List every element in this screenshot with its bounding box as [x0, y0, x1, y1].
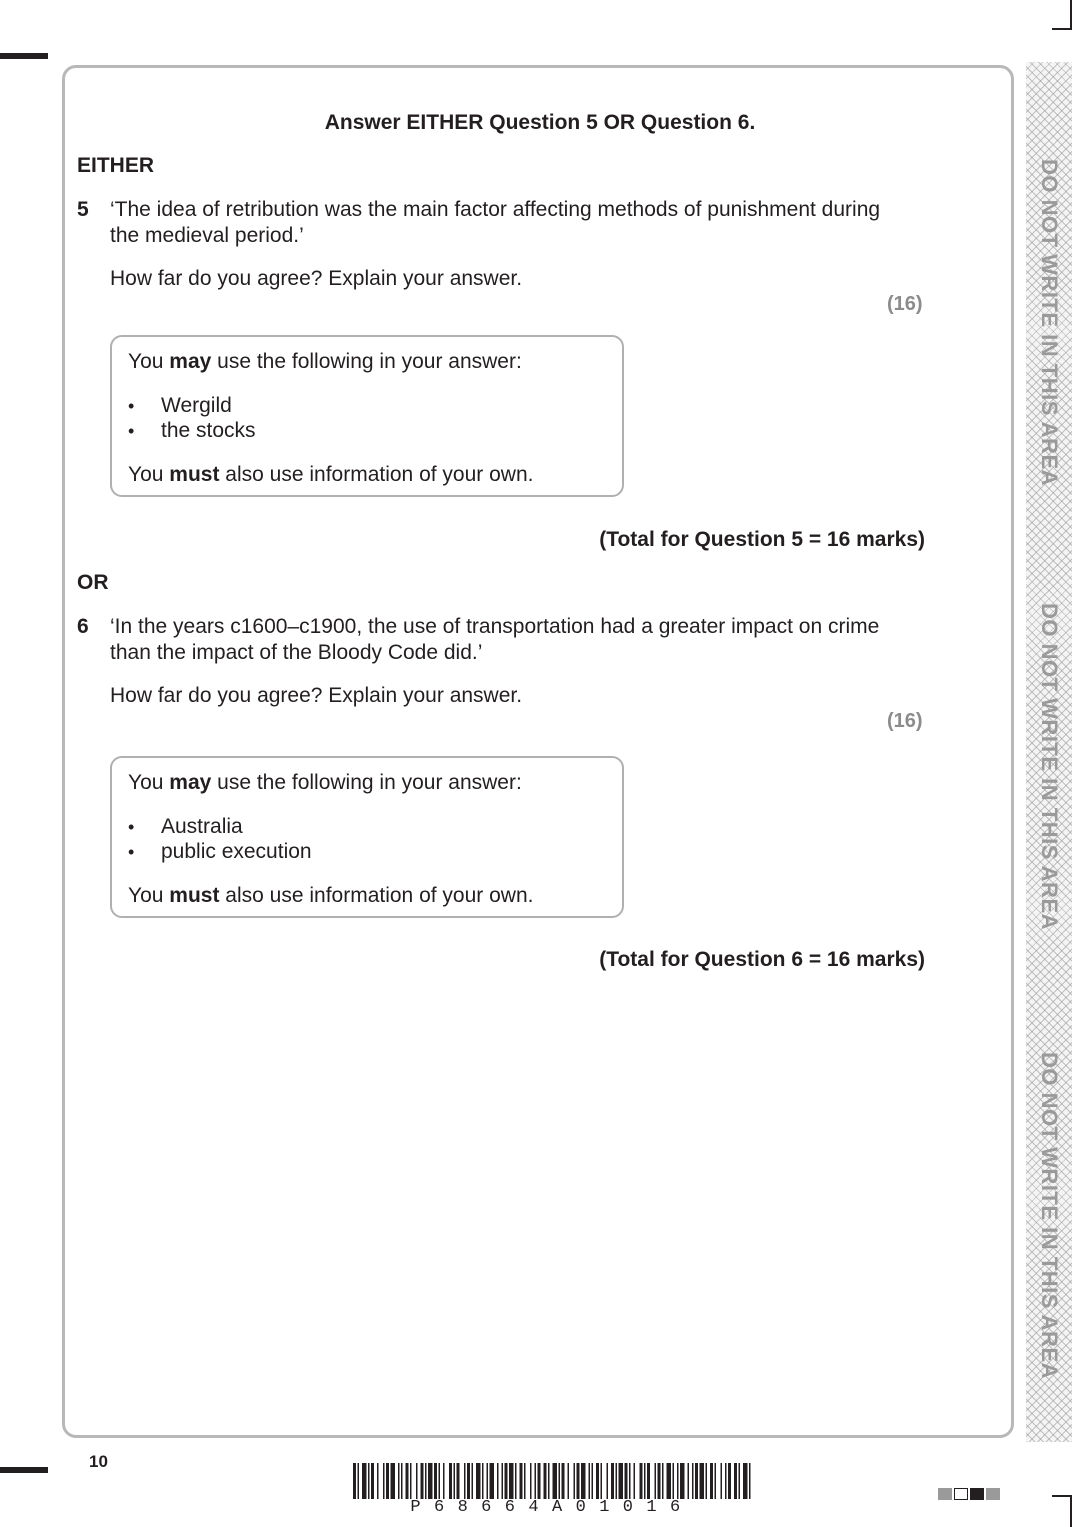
barcode-bar [625, 1463, 628, 1499]
barcode-bar [553, 1463, 558, 1499]
barcode-bar [520, 1463, 523, 1499]
q6-marks: (16) [887, 710, 923, 732]
barcode-bar [416, 1463, 418, 1499]
barcode-bar [464, 1463, 466, 1499]
crop-mark-top-right-v [1070, 0, 1072, 28]
barcode-bar [482, 1463, 484, 1499]
barcode-bar [398, 1463, 400, 1499]
crop-mark-bottom-right-v [1070, 1495, 1072, 1527]
q5-total: (Total for Question 5 = 16 marks) [599, 528, 925, 551]
barcode-bar [544, 1463, 547, 1499]
q5-bullet-item-2: the stocks [161, 419, 256, 442]
barcode-bar [524, 1463, 526, 1499]
barcode-bar [454, 1463, 456, 1499]
barcode-bar [574, 1463, 576, 1499]
barcode-bar [749, 1463, 751, 1499]
barcode-bar [487, 1463, 489, 1499]
q5-prompt: How far do you agree? Explain your answer. [110, 267, 523, 290]
barcode-bar [715, 1463, 717, 1499]
barcode-bar [667, 1463, 672, 1499]
or-label: OR [77, 571, 109, 594]
q6-quote-line2: than the impact of the Bloody Code did.’ [110, 641, 483, 664]
barcode-bar [391, 1463, 396, 1499]
barcode-bar [721, 1463, 723, 1499]
barcode-bar [559, 1463, 561, 1499]
q6-bullet-item-1: Australia [161, 815, 243, 838]
barcode-bar [425, 1463, 427, 1499]
square-grey-2 [986, 1488, 1000, 1500]
barcode-bar [589, 1463, 591, 1499]
crop-mark-bottom-left [0, 1467, 48, 1473]
barcode-bar [434, 1463, 437, 1499]
barcode-bar [449, 1463, 452, 1499]
barcode-bar [406, 1463, 409, 1499]
q5-bullet-icon-2: • [128, 421, 135, 441]
barcode-bar [601, 1463, 603, 1499]
barcode-bar [538, 1463, 541, 1499]
registration-squares [938, 1488, 1000, 1500]
barcode-bar [476, 1463, 481, 1499]
barcode-bar [700, 1463, 705, 1499]
barcode-bar [680, 1463, 685, 1499]
barcode-bar [688, 1463, 690, 1499]
q5-number: 5 [77, 198, 89, 221]
barcode-bar [616, 1463, 618, 1499]
q5-bullet-icon-1: • [128, 396, 135, 416]
barcode-bar [658, 1463, 661, 1499]
barcode-bar [377, 1463, 379, 1499]
barcode-bar [548, 1463, 550, 1499]
q6-bullet-icon-1: • [128, 817, 135, 837]
q5-marks: (16) [887, 293, 923, 315]
q6-total: (Total for Question 6 = 16 marks) [599, 948, 925, 971]
barcode-bar [443, 1463, 445, 1499]
barcode-bar [358, 1463, 360, 1499]
barcode-bar [368, 1463, 370, 1499]
barcode-bar [490, 1463, 495, 1499]
q6-hint-line2: You must also use information of your own. [128, 884, 534, 907]
q6-number: 6 [77, 615, 89, 638]
barcode-bar [577, 1463, 580, 1499]
q6-bullet-icon-2: • [128, 842, 135, 862]
barcode-bar [562, 1463, 565, 1499]
barcode-bar [472, 1463, 474, 1499]
barcode-bar [592, 1463, 594, 1499]
crop-mark-top-left [0, 53, 48, 59]
barcode-digits: P68664A01016 [410, 1498, 694, 1517]
barcode-bar [619, 1463, 624, 1499]
barcode-bar [497, 1463, 499, 1499]
barcode-bar [629, 1463, 631, 1499]
barcode-bar [530, 1463, 532, 1499]
barcode-bar [725, 1463, 727, 1499]
barcode-bar [739, 1463, 741, 1499]
barcode-bar [502, 1463, 504, 1499]
q5-hint-line2: You must also use information of your own. [128, 463, 534, 486]
barcode-bar [457, 1463, 460, 1499]
barcode-bar [640, 1463, 643, 1499]
barcode-bar [568, 1463, 570, 1499]
page-number: 10 [89, 1452, 108, 1471]
barcode-bar [743, 1463, 748, 1499]
barcode-bar [515, 1463, 517, 1499]
barcode-bar [467, 1463, 470, 1499]
barcode-bar [611, 1463, 614, 1499]
barcode-bar [734, 1463, 737, 1499]
square-grey-1 [938, 1488, 952, 1500]
barcode-bar [505, 1463, 508, 1499]
barcode-bar [428, 1463, 433, 1499]
barcode-bar [634, 1463, 636, 1499]
q5-quote-line2: the medieval period.’ [110, 224, 304, 247]
side-label-2: DO NOT WRITE IN THIS AREA [1037, 603, 1062, 931]
barcode-bar [673, 1463, 675, 1499]
barcode [353, 1463, 751, 1499]
q6-hint-line1: You may use the following in your answer: [128, 771, 522, 794]
barcode-bar [353, 1463, 356, 1499]
barcode-bar [710, 1463, 713, 1499]
barcode-bar [401, 1463, 403, 1499]
side-label-1: DO NOT WRITE IN THIS AREA [1037, 159, 1062, 487]
square-white [954, 1488, 968, 1500]
either-label: EITHER [77, 154, 155, 177]
barcode-bar [362, 1463, 367, 1499]
barcode-bar [386, 1463, 389, 1499]
barcode-bar [535, 1463, 537, 1499]
crop-mark-bottom-right-h [1052, 1495, 1072, 1497]
barcode-bar [647, 1463, 650, 1499]
barcode-bar [410, 1463, 412, 1499]
square-black [970, 1488, 984, 1500]
q6-bullet-item-2: public execution [161, 840, 312, 863]
barcode-bar [509, 1463, 514, 1499]
barcode-bar [677, 1463, 679, 1499]
side-label-3: DO NOT WRITE IN THIS AREA [1037, 1052, 1062, 1380]
barcode-bar [728, 1463, 731, 1499]
crop-mark-top-right-h [1052, 28, 1072, 30]
barcode-bar [383, 1463, 385, 1499]
q5-quote-line1: ‘The idea of retribution was the main factor affecting methods of punishment during [110, 198, 881, 221]
barcode-bar [596, 1463, 599, 1499]
barcode-bar [695, 1463, 698, 1499]
barcode-bar [607, 1463, 609, 1499]
barcode-bar [662, 1463, 664, 1499]
q6-quote-line1: ‘In the years c1600–c1900, the use of transportation had a greater impact on crime [110, 615, 880, 638]
barcode-bar [692, 1463, 694, 1499]
barcode-bar [581, 1463, 586, 1499]
barcode-bar [371, 1463, 374, 1499]
q5-hint-line1: You may use the following in your answer: [128, 350, 522, 373]
barcode-bar [655, 1463, 657, 1499]
barcode-bar [706, 1463, 708, 1499]
barcode-bar [421, 1463, 424, 1499]
barcode-bar [439, 1463, 441, 1499]
q6-prompt: How far do you agree? Explain your answer. [110, 684, 523, 707]
instruction-heading: Answer EITHER Question 5 OR Question 6. [324, 111, 756, 134]
q5-bullet-item-1: Wergild [161, 394, 232, 417]
do-not-write-strip [1026, 62, 1072, 1442]
barcode-bar [644, 1463, 646, 1499]
